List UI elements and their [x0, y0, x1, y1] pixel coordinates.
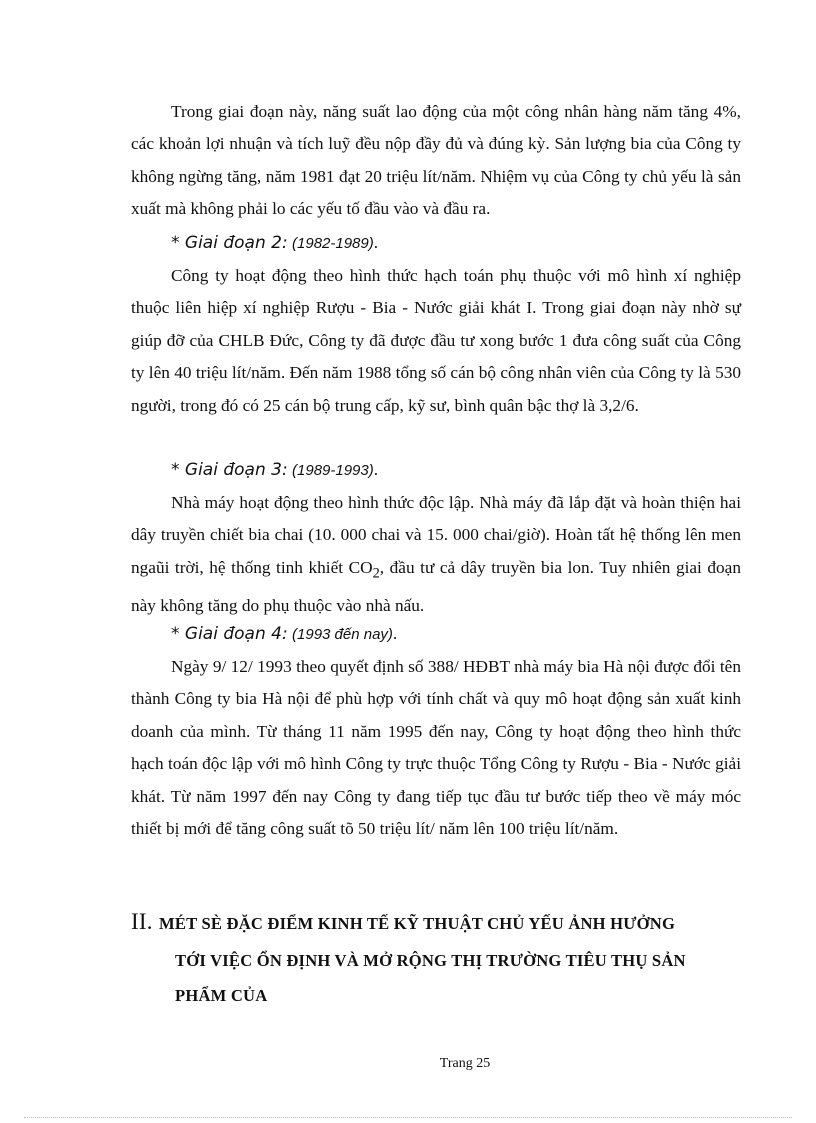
stage-3-period: .: [373, 460, 379, 479]
stage-3-years: (1989-1993): [292, 462, 374, 479]
stage-4-label: * Giai đoạn 4:: [171, 624, 288, 644]
page-bottom-divider: [24, 1117, 792, 1118]
section-heading-text-1: MÉT SÈ ĐẶC ĐIỂM KINH TẾ KỸ THUẬT CHỦ YẾU ẢNH HƯỞNG: [159, 914, 676, 933]
paragraph-stage1-summary: Trong giai đoạn này, năng suất lao động của một công nhân hàng năm tăng 4%, các khoản lợi nhuận và tích luỹ đều nộp đầy đủ và đúng kỳ. Sản lượng bia của Công ty không ngừng tăng, năm 1981 đạt 20 triệu lít/năm. Nhiệm vụ của Công ty chủ yếu là sản xuất mà không phải lo các yếu tố đầu vào và đầu ra.: [131, 102, 741, 219]
paragraph-stage4: Ngày 9/ 12/ 1993 theo quyết định số 388/ HĐBT nhà máy bia Hà nội được đổi tên thành Công ty bia Hà nội để phù hợp với tính chất và quy mô hoạt động sản xuất kinh doanh của mình. Từ tháng 11 năm 1995 đến nay, Công ty hoạt động theo hình thức hạch toán độc lập với mô hình Công ty trực thuộc Tổng Công ty Rượu - Bia - Nước giải khát. Từ năm 1997 đến nay Công ty đang tiếp tục đầu tư bước tiếp theo về máy móc thiết bị mới để tăng công suất tõ 50 triệu lít/ năm lên 100 triệu lít/năm.: [131, 657, 741, 839]
page-footer: [0, 1056, 816, 1072]
section-heading-line-1: [131, 903, 746, 943]
stage-3-label: * Giai đoạn 3:: [171, 460, 288, 480]
stage-3-heading: [171, 455, 378, 486]
co2-subscript: 2: [372, 565, 380, 582]
stage-2-label: * Giai đoạn 2:: [171, 233, 288, 253]
paragraph-stage3-text-end: , đầu tư cả dây truyền bia lon. Tuy nhiên giai đoạn này không tăng do phụ thuộc vào nhà nấu.: [131, 557, 741, 615]
paragraph-stage2: Công ty hoạt động theo hình thức hạch toán phụ thuộc với mô hình xí nghiệp thuộc liên hiệp xí nghiệp Rượu - Bia - Nước giải khát I. Trong giai đoạn này nhờ sự giúp đỡ của CHLB Đức, Công ty đã được đầu tư xong bước 1 đưa công suất của Công ty lên 40 triệu lít/năm. Đến năm 1988 tổng số cán bộ công nhân viên của Công ty là 530 người, trong đó có 25 cán bộ trung cấp, kỹ sư, bình quân bậc thợ là 3,2/6.: [131, 266, 741, 415]
stage-4-heading: [171, 619, 397, 650]
section-number: II.: [131, 909, 153, 934]
section-heading: [131, 903, 746, 1013]
section-heading-line-3: PHẨM CỦA: [175, 986, 268, 1005]
stage-2-years: (1982-1989): [292, 235, 374, 252]
paragraph-stage3-text: Nhà máy hoạt động theo hình thức độc lập. Nhà máy đã lắp đặt và hoàn thiện hai dây truyền chiết bia chai (10. 000 chai và 15. 000 chai/giờ). Hoàn tất hệ thống lên men ngaũi trời, hệ thống tinh khiết CO: [131, 493, 741, 577]
page-number: Trang 25: [439, 1056, 491, 1071]
stage-2-heading: [171, 228, 378, 259]
stage-4-years: (1993 đến nay): [292, 626, 393, 643]
stage-4-period: .: [392, 624, 398, 643]
section-heading-line-2: TỚI VIỆC ỔN ĐỊNH VÀ MỞ RỘNG THỊ TRƯỜNG TIÊU THỤ SẢN: [175, 951, 686, 970]
stage-2-period: .: [373, 233, 379, 252]
paragraph-stage3: [131, 487, 741, 622]
